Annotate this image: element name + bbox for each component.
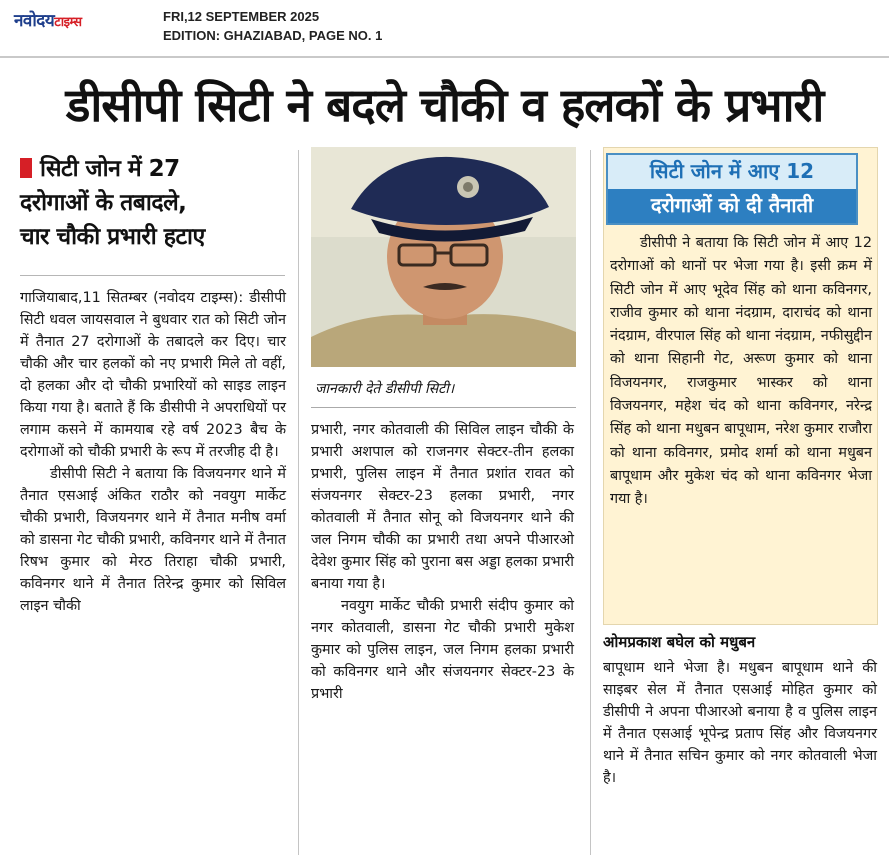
article-deck [20,152,290,254]
column-2-paragraph-2: नवयुग मार्केट चौकी प्रभारी संदीप कुमार को नगर कोतवाली, डासना गेट चौकी प्रभारी मुकेश कुमार को पुलिस लाइन, जल निगम हलका प्रभारी को कविनगर थाने और संजयनगर सेक्टर-23 के प्रभारी [311,598,574,702]
deck-line-1: सिटी जोन में 27 [20,152,290,186]
photo-caption: जानकारी देते डीसीपी सिटी। [311,370,576,408]
edition-page: EDITION: GHAZIABAD, PAGE NO. 1 [163,28,383,43]
logo-name: नवोदय [14,11,55,31]
masthead-divider [0,56,889,58]
sidebar-box-text: डीसीपी ने बताया कि सिटी जोन में आए 12 दरोगाओं को थानों पर भेजा गया है। इसी क्रम में सिटी जोन में आए भूदेव सिंह को थाना कविनगर, राजीव कुमार को थाना नंदग्राम, दाराचंद को थाना नंदग्राम, वीरपाल सिंह को थाना नंदग्राम, नफीसुद्दीन को थाना सिहानी गेट, अरूण कुमार को थाना विजयनगर, राजकुमार भास्कर को थाना विजयनगर, महेश चंद को थाना कविनगर, नरेन्द्र सिंह को थाना मधुबन बापूधाम, नरेश कुमार राजौरा को थाना कविनगर, प्रमोद शर्मा को थाना मधुबन बापूधाम और मुकेश चंद को थाना कविनगर भेजा गया है। [610,235,872,508]
sidebar-box-title [606,153,858,225]
deck-line-2: दरोगाओं के तबादले, [20,190,187,216]
deck-divider [20,275,285,276]
masthead [0,0,889,52]
box-title-line-2: दरोगाओं को दी तैनाती [608,189,856,223]
box-title-line-1: सिटी जोन में आए 12 [608,155,856,189]
column-1-paragraph-1: गाजियाबाद,11 सितम्बर (नवोदय टाइम्स): डीसीपी सिटी धवल जायसवाल ने बुधवार रात को सिटी जोन में तैनात 27 दरोगाओं के तबादले कर दिए। चार चौकी और चार हलकों को नए प्रभारी मिले तो वहीं, दो हलका और दो चौकी प्रभारियों को साइड लाइन किया गया है। बताते हैं कि डीसीपी ने अपराधियों पर लगाम कसने में कामयाब रहे वर्ष 2023 बैच के दरोगाओं को चौकी प्रभारी के रूप में तरजीह दी है। [20,290,286,460]
column-divider-2 [590,150,591,855]
article-column-3 [603,657,877,789]
column-3-paragraph: बापूधाम थाने भेजा है। मधुबन बापूधाम थाने की साइबर सेल में तैनात एसआई मोहित कुमार को डीसीपी ने अपना पीआरओ बनाया है व पुलिस लाइन में तैनात एसआई भूपेन्द्र प्रताप सिंह और विजयनगर थाने में तैनात सचिन कुमार को नगर कोतवाली भेजा है। [603,660,877,786]
newspaper-logo [14,8,82,31]
edition-date: FRI,12 SEPTEMBER 2025 [163,9,320,24]
column-3-lead: ओमप्रकाश बघेल को मधुबन [603,633,756,651]
article-column-2 [311,419,574,705]
deck-line-3: चार चौकी प्रभारी हटाए [20,224,205,250]
bullet-square-icon [20,158,32,178]
column-divider-1 [298,150,299,855]
page-headline: डीसीपी सिटी ने बदले चौकी व हलकों के प्रभारी [65,78,824,132]
column-1-paragraph-2: डीसीपी सिटी ने बताया कि विजयनगर थाने में तैनात एसआई अंकित राठौर को नवयुग मार्केट चौकी प्रभारी, विजयनगर थाने में तैनात मनीष वर्मा को डासना गेट चौकी प्रभारी, कविनगर थाने में तैनात रिषभ कुमार को मेरठ तिराहा चौकी प्रभारी, कविनगर थाने में तैनात तिरेन्द्र कुमार को सिविल लाइन चौकी [20,466,286,614]
column-2-paragraph-1: प्रभारी, नगर कोतवाली की सिविल लाइन चौकी के प्रभारी अशपाल को राजनगर सेक्टर-तीन हलका प्रभारी, पुलिस लाइन में तैनात प्रशांत रावत को संजयनगर सेक्टर-23 हलका प्रभारी, नगर कोतवाली में तैनात सोनू को विजयनगर थाने की जल निगम चौकी का प्रभारी तथा अपने पीआरओ देवेश कुमार सिंह को पुराना बस अड्डा हलका प्रभारी बनाया गया है। [311,422,574,592]
article-column-1 [20,287,286,617]
officer-portrait-image [311,147,576,367]
edition-info [163,7,382,45]
logo-times: टाइम्स [54,15,82,30]
dcp-photo [311,147,576,367]
